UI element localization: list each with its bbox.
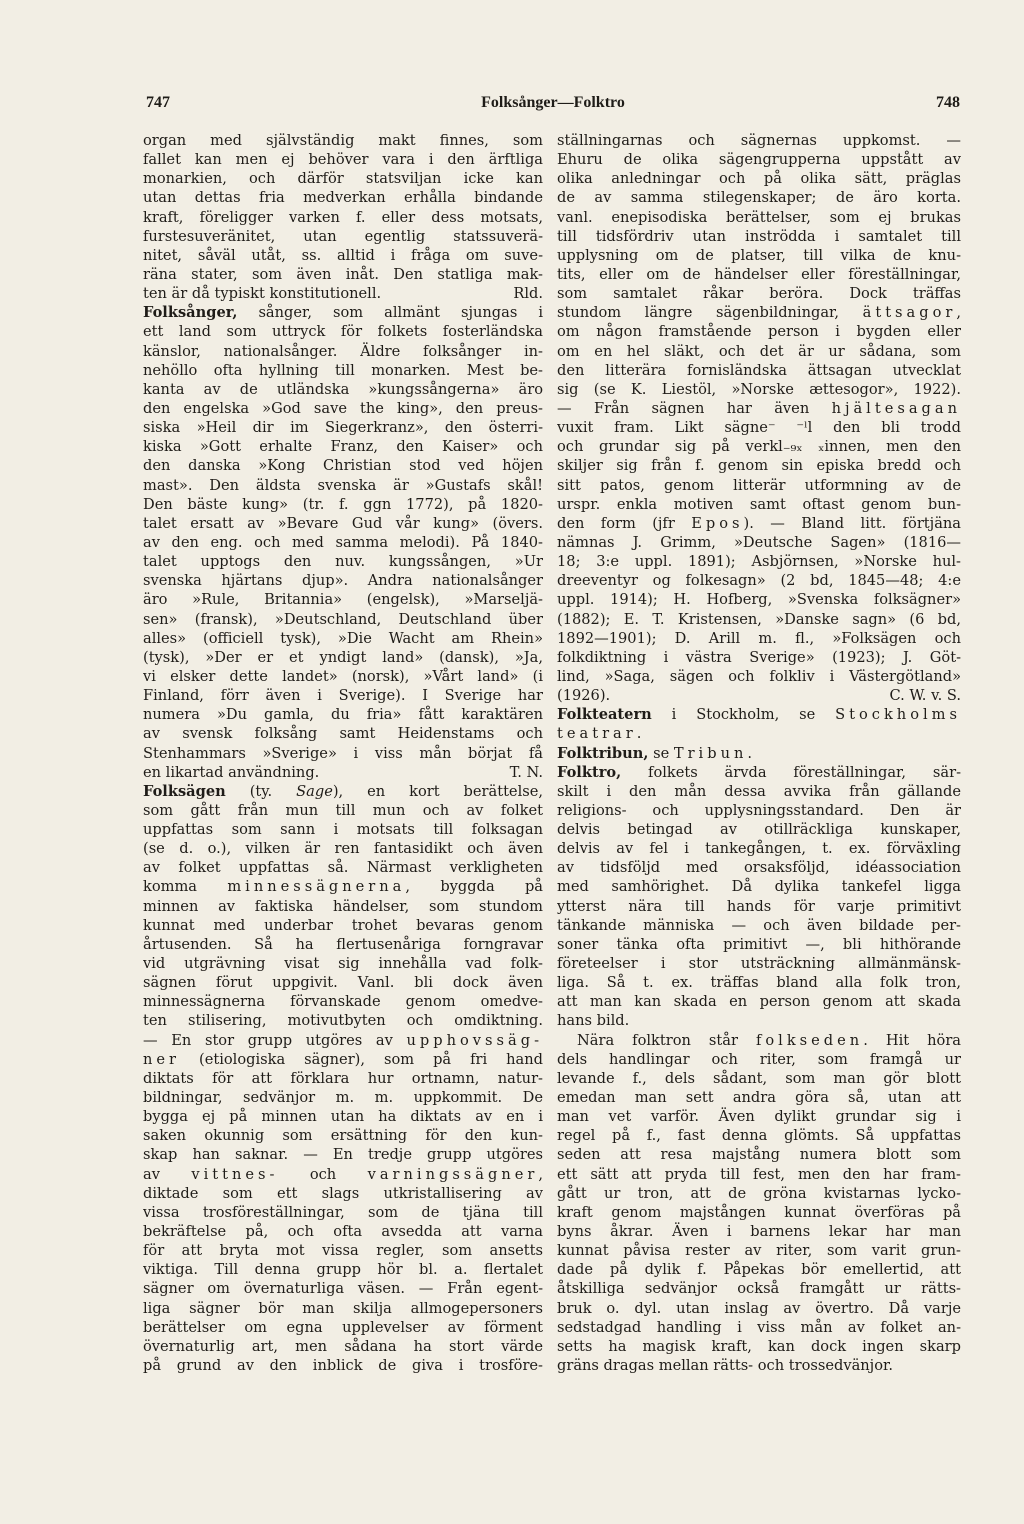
text-line (557, 705, 961, 724)
text-line (143, 744, 543, 763)
line-text: uppfattas som sann i motsats till folksagan (143, 821, 543, 839)
text-line (557, 208, 961, 227)
text-line (557, 284, 961, 303)
entry-headword: Folktro, (557, 763, 622, 781)
line-text: och grundar sig på verkl₋₉ₓ ₓinnen, men den (557, 438, 961, 456)
line-text: Stenhammars »Sverige» i viss mån börjat få (143, 744, 543, 762)
spaced-term: hjältesagan (831, 399, 961, 417)
text-line (143, 495, 543, 514)
line-text: monarkien, och därför statsviljan icke kan (143, 170, 543, 188)
line-text: dels handlingar och riter, som framgå ur (557, 1050, 961, 1068)
line-text: kiska »Gott erhalte Franz, den Kaiser» och (143, 438, 543, 456)
text-line (557, 1107, 961, 1126)
line-text: — En stor grupp utgöres av (143, 1031, 407, 1049)
line-text: olika anledningar och på olika sätt, präglas (557, 170, 961, 188)
text-line (557, 744, 961, 763)
text-line (557, 1260, 961, 1279)
line-text: den litterära fornisländska ättsagan utvecklat (557, 361, 961, 379)
line-text: dade på dylik f. Påpekas bör emellertid, att (557, 1261, 961, 1279)
line-text: Nära folktron står (577, 1031, 756, 1049)
line-text: i Stockholm, se (651, 706, 836, 724)
text-line (557, 1088, 961, 1107)
text-line (143, 686, 543, 705)
text-line (557, 877, 961, 896)
line-text: (1926). (557, 687, 611, 705)
spaced-term: Tribun (673, 744, 748, 762)
line-text: mast». Den äldsta svenska är »Gustafs skål! (143, 476, 543, 494)
line-text: komma (143, 878, 228, 896)
line-text: seden att resa majstång numera blott som (557, 1146, 961, 1164)
text-line (143, 1165, 543, 1184)
line-text: vanl. enepisodiska berättelser, som ej brukas (557, 208, 961, 226)
text-line (557, 992, 961, 1011)
text-line (557, 552, 961, 571)
text-line (557, 916, 961, 935)
line-text: kanta av de utländska »kungssångerna» äro (143, 380, 543, 398)
line-text: kraft genom majstången kunnat överföras på (557, 1203, 961, 1221)
line-text: åtskilliga sedvänjor också framgått ur rätts- (557, 1280, 961, 1298)
text-line (143, 763, 543, 782)
line-text: folkdiktning i västra Sverige» (1923); J. Göt- (557, 648, 961, 666)
line-text: stundom längre sägenbildningar, (557, 304, 863, 322)
text-line (557, 571, 961, 590)
line-text: siska »Heil dir im Siegerkranz», den österri- (143, 419, 543, 437)
line-text: Ehuru de olika sägengrupperna uppstått av (557, 151, 961, 169)
text-line (143, 1203, 543, 1222)
line-text: nitet, såväl utåt, ss. alltid i fråga om suve- (143, 246, 543, 264)
line-text: ett land som uttryck för folkets fosterländska (143, 323, 543, 341)
author-signature: T. N. (509, 763, 543, 781)
line-text-rest: . (747, 744, 753, 762)
line-text: om någon framstående person i bygden eller (557, 323, 961, 341)
line-text: gått ur tron, att de gröna kvistarnas lycko- (557, 1184, 961, 1202)
spaced-term: teatrar (557, 725, 637, 743)
line-text: vid utgrävning visat sig innehålla vad folk- (143, 955, 543, 973)
author-signature: Rld. (513, 285, 543, 303)
line-text: av folket uppfattas så. Närmast verkligheten (143, 859, 543, 877)
line-text: av (143, 1165, 192, 1183)
text-line (143, 284, 543, 303)
line-text: av tidsföljd med orsaksföljd, idéassociation (557, 859, 961, 877)
text-line (143, 571, 543, 590)
line-text: på grund av den inblick de giva i trosföre- (143, 1357, 543, 1374)
text-line (557, 1050, 961, 1069)
text-line (143, 916, 543, 935)
line-text: 18; 3:e uppl. 1891); Asbjörnsen, »Norske hul- (557, 553, 961, 571)
line-text: regel på f., fast denna glömts. Så uppfattas (557, 1127, 961, 1145)
text-line (143, 361, 543, 380)
text-line (557, 648, 961, 667)
text-line (557, 322, 961, 341)
line-text: diktade som ett slags utkristallisering av (143, 1184, 543, 1202)
line-text: liga. Så t. ex. träffas bland alla folk tron, (557, 974, 961, 992)
line-text-rest: , byggda på (405, 878, 543, 896)
line-text: som gått från mun till mun och av folket (143, 801, 543, 819)
line-text: 1892—1901); D. Arill m. fl., »Folksägen och (557, 629, 961, 647)
text-line (557, 342, 961, 361)
italic-term: Sage (296, 782, 333, 800)
spaced-term: ättsagor (862, 304, 957, 322)
line-text: de av samma stilegenskaper; de äro korta. (557, 189, 961, 207)
spaced-term: ner (143, 1050, 181, 1068)
line-text: ten är då typiskt konstitutionell. (143, 285, 382, 303)
text-line (557, 724, 961, 743)
text-line (143, 514, 543, 533)
line-text: kraft, föreligger varken f. eller dess motsats, (143, 208, 543, 226)
line-text: emedan man sett andra göra så, utan att (557, 1089, 961, 1107)
text-line (557, 801, 961, 820)
line-text: för att bryta mot vissa regler, som ansetts (143, 1242, 543, 1260)
text-line (557, 820, 961, 839)
line-text-rest: . Hit höra (863, 1031, 961, 1049)
text-line (557, 131, 961, 150)
text-line (557, 610, 961, 629)
text-line (143, 188, 543, 207)
line-text: saken okunnig som ersättning för den kun- (143, 1127, 543, 1145)
line-text: övernaturlig art, men sådana ha stort värde (143, 1337, 543, 1355)
text-line (557, 763, 961, 782)
text-line (557, 246, 961, 265)
text-line (143, 303, 543, 322)
text-line (143, 208, 543, 227)
line-text: som samtalet råkar beröra. Dock träffas (557, 285, 961, 303)
line-text: ställningarnas och sägnernas uppkomst. — (557, 132, 961, 149)
right-column (557, 131, 961, 1375)
line-text: om en hel släkt, och det är ur sådana, som (557, 342, 961, 360)
text-line (143, 1145, 543, 1164)
text-line (143, 1184, 543, 1203)
text-line (557, 1241, 961, 1260)
text-line (143, 801, 543, 820)
line-text: (se d. o.), vilken är ren fantasidikt och även (143, 840, 543, 858)
text-line (557, 954, 961, 973)
line-text: företeelser i stor utsträckning allmänmänsk- (557, 955, 961, 973)
entry-headword: Folkteatern (557, 706, 652, 724)
line-text: nämnas J. Grimm, »Deutsche Sagen» (1816— (557, 533, 961, 551)
line-text: nehöllo ofta hyllning till monarken. Mest be- (143, 361, 543, 379)
text-line (143, 1088, 543, 1107)
text-line (143, 476, 543, 495)
text-line (557, 1203, 961, 1222)
text-line (143, 418, 543, 437)
page-number-left: 747 (146, 94, 170, 111)
text-line (143, 1356, 543, 1375)
left-column (143, 131, 543, 1375)
line-text: skiljer sig från f. genom sin episka bredd och (557, 457, 961, 475)
text-line (143, 380, 543, 399)
text-line (143, 1107, 543, 1126)
text-line (143, 533, 543, 552)
spaced-term: varningssägner (367, 1165, 539, 1183)
line-text: delvis av fel i tankegången, t. ex. förväxling (557, 840, 961, 858)
page-header (146, 94, 960, 118)
text-line (557, 1126, 961, 1145)
line-text: kunnat med underbar trohet bevaras genom (143, 916, 543, 934)
line-text: skilt i den mån dessa avvika från gällande (557, 782, 961, 800)
line-text: utan dettas fria medverkan erhålla bindande (143, 189, 543, 207)
line-text-rest: , (956, 304, 961, 322)
text-line (557, 514, 961, 533)
text-line (557, 456, 961, 475)
text-line (143, 1222, 543, 1241)
text-line (557, 973, 961, 992)
text-line (557, 629, 961, 648)
text-line (557, 1011, 961, 1030)
line-text: känslor, nationalsånger. Äldre folksånger in- (143, 342, 543, 360)
text-line (143, 705, 543, 724)
line-text: soner tänka ofta primitivt —, bli hithörande (557, 935, 961, 953)
line-text: sägnen förut uppgivit. Vanl. bli dock även (143, 974, 543, 992)
line-text: med samhörighet. Då dylika tankefel ligga (557, 878, 961, 896)
text-line (557, 150, 961, 169)
line-text: svenska hjärtans djup». Andra nationalsånger (143, 572, 543, 590)
text-line (557, 1356, 961, 1375)
spaced-term: Epos (691, 514, 744, 532)
text-line (143, 1126, 543, 1145)
line-text: delvis betingad av otillräckliga kunskaper, (557, 821, 961, 839)
entry-headword: Folksägen (143, 782, 226, 800)
text-line (557, 590, 961, 609)
line-text: furstesuveränitet, utan egentlig statssuverä- (143, 227, 543, 245)
line-text: hans bild. (557, 1012, 630, 1030)
line-text: (1882); E. T. Kristensen, »Danske sagn» (6 bd, (557, 610, 961, 628)
text-line (143, 437, 543, 456)
entry-headword: Folksånger, (143, 304, 238, 322)
line-text: lind, »Saga, sägen och folkliv i Västergötland» (557, 667, 961, 685)
line-text: vi elsker dette landet» (norsk), »Vårt land» (i (143, 667, 543, 685)
line-text: dreeventyr og folkesagn» (2 bd, 1845—48; 4:e (557, 572, 961, 590)
line-text: ett sätt att pryda till fest, men den har fram- (557, 1165, 961, 1183)
text-line (557, 1222, 961, 1241)
line-text: kunnat påvisa rester av riter, som varit grun- (557, 1242, 961, 1260)
text-line (143, 1031, 543, 1050)
text-line (143, 897, 543, 916)
text-line (143, 1241, 543, 1260)
running-title: Folksånger—Folktro (481, 94, 625, 111)
line-text: bekräftelse på, och ofta avsedda att varna (143, 1223, 543, 1241)
text-line (143, 1337, 543, 1356)
text-line (557, 1337, 961, 1356)
line-text: se (648, 744, 674, 762)
text-line (143, 342, 543, 361)
line-text: årtusenden. Så ha flertusenåriga forngravar (143, 935, 543, 953)
line-text: till tidsfördriv utan inströdda i samtalet till (557, 227, 961, 245)
line-text: sägner om övernaturliga väsen. — Från egent- (143, 1280, 543, 1298)
text-line (557, 227, 961, 246)
text-line (143, 1279, 543, 1298)
text-line (557, 1184, 961, 1203)
line-text: byns åkrar. Även i barnens lekar har man (557, 1223, 961, 1241)
text-line (143, 782, 543, 801)
text-line (143, 648, 543, 667)
text-line (143, 973, 543, 992)
line-text: uppl. 1914); H. Hofberg, »Svenska folksägner» (557, 591, 961, 609)
text-line (143, 839, 543, 858)
text-line (557, 303, 961, 322)
line-text: en likartad användning. (143, 763, 320, 781)
line-text: tänkande människa — och även bildade per- (557, 916, 961, 934)
text-line (143, 1069, 543, 1088)
line-text-rest: ). — Bland litt. förtjäna (743, 514, 961, 532)
line-text: bildningar, sedvänjor m. m. uppkommit. De (143, 1089, 543, 1107)
text-line (557, 380, 961, 399)
line-text: upplysning om de platser, till vilka de knu- (557, 246, 961, 264)
line-text: minnen av faktiska händelser, som stundom (143, 897, 543, 915)
text-line (557, 1031, 961, 1050)
line-text: urspr. enkla motiven samt oftast genom bun- (557, 495, 961, 513)
line-text: bruk o. dyl. utan inslag av övertro. Då varje (557, 1299, 961, 1317)
line-text: talet ersatt av »Bevare Gud vår kung» (övers. (143, 514, 543, 532)
page-number-right: 748 (936, 94, 960, 111)
line-text: religions- och upplysningsstandard. Den är (557, 801, 961, 819)
line-text: diktats för att förklara hur ortnamn, natur- (143, 1069, 543, 1087)
text-line (557, 1145, 961, 1164)
line-text-rest: och (278, 1165, 368, 1183)
text-line (143, 150, 543, 169)
text-line (557, 169, 961, 188)
line-text: Finland, förr även i Sverige). I Sverige har (143, 687, 543, 705)
text-line (557, 418, 961, 437)
text-line (557, 1299, 961, 1318)
text-line (143, 456, 543, 475)
text-line (557, 265, 961, 284)
line-text: — Från sägnen har även (557, 399, 832, 417)
text-line (557, 361, 961, 380)
text-line (557, 1165, 961, 1184)
text-line (557, 1279, 961, 1298)
text-line (143, 169, 543, 188)
text-line (143, 131, 543, 150)
text-line (557, 399, 961, 418)
line-text: Den bäste kung» (tr. f. ggn 1772), på 1820- (143, 495, 543, 513)
text-line (557, 533, 961, 552)
line-text: sen» (fransk), »Deutschland, Deutschland über (143, 610, 543, 628)
line-text: numera »Du gamla, du fria» fått karaktären (143, 706, 543, 724)
line-text: bygga ej på minnen utan ha diktats av en i (143, 1108, 543, 1126)
text-line (557, 1069, 961, 1088)
line-text: setts ha magisk kraft, kan dock ingen skarp (557, 1337, 961, 1355)
line-text: man vet varför. Även dylikt grundar sig i (557, 1108, 961, 1126)
spaced-term: folkseden (755, 1031, 864, 1049)
text-line (557, 495, 961, 514)
line-text: tits, eller om de händelser eller föreställningar, (557, 265, 961, 283)
text-line (557, 858, 961, 877)
text-line (557, 839, 961, 858)
line-text: ten stilisering, motivutbyten och omdiktning. (143, 1012, 543, 1030)
line-text: av svensk folksång samt Heidenstams och (143, 725, 543, 743)
line-text: den engelska »God save the king», den preus- (143, 399, 543, 417)
text-line (143, 265, 543, 284)
line-text: den form (jfr (557, 514, 692, 532)
line-text: sitt patos, genom litterär utformning av de (557, 476, 961, 494)
text-line (557, 1318, 961, 1337)
text-line (143, 399, 543, 418)
entry-headword: Folktribun, (557, 744, 649, 762)
line-text: vissa trosföreställningar, som de tjäna till (143, 1203, 543, 1221)
line-text: talet upptogs den nuv. kungssången, »Ur (143, 553, 543, 571)
line-text-rest: . (636, 725, 642, 743)
line-text: att man kan skada en person genom att skada (557, 993, 961, 1011)
text-line (143, 724, 543, 743)
text-line (557, 935, 961, 954)
text-line (143, 820, 543, 839)
line-text: vuxit fram. Likt sägne⁻ ⁻ˡl den bli trodd (557, 419, 961, 437)
text-line (143, 227, 543, 246)
line-text: den danska »Kong Christian stod ved höjen (143, 457, 543, 475)
text-line (557, 782, 961, 801)
text-line (143, 877, 543, 896)
author-signature: C. W. v. S. (889, 687, 961, 705)
text-line (143, 1318, 543, 1337)
spaced-term: Stockholms (835, 706, 961, 724)
line-text: levande f., dels sådant, som man gör blott (557, 1069, 961, 1087)
text-line (143, 858, 543, 877)
line-text: sig (se K. Liestöl, »Norske ættesogor», 1922). (557, 380, 961, 398)
line-text: liga sägner bör man skilja allmogepersoners (143, 1299, 543, 1317)
line-text: skap han saknar. — En tredje grupp utgöres (143, 1146, 543, 1164)
text-line (143, 1260, 543, 1279)
line-text: sånger, som allmänt sjungas i (237, 304, 543, 322)
line-text: fallet kan men ej behöver vara i den ärftliga (143, 151, 543, 169)
line-text-rest: ), en kort berättelse, (332, 782, 543, 800)
text-line (557, 188, 961, 207)
line-text: av den eng. och med samma melodi). På 1840- (143, 533, 543, 551)
line-text: organ med självständig makt finnes, som (143, 132, 543, 149)
line-text: äro »Rule, Britannia» (engelsk), »Marseljä- (143, 591, 543, 609)
text-line (143, 552, 543, 571)
line-text: ytterst nära till hands för varje primitivt (557, 897, 961, 915)
spaced-term: minnessägnerna (227, 878, 406, 896)
line-text: gräns dragas mellan rätts- och trossedvänjor. (557, 1357, 893, 1374)
line-text: viktiga. Till denna grupp hör bl. a. flertalet (143, 1261, 543, 1279)
text-line (143, 1011, 543, 1030)
line-text: sedstadgad handling i viss mån av folket an- (557, 1318, 961, 1336)
line-text-rest: , (538, 1165, 543, 1183)
text-line (557, 437, 961, 456)
text-line (143, 322, 543, 341)
text-line (557, 667, 961, 686)
line-text: folkets ärvda föreställningar, sär- (621, 763, 961, 781)
text-line (143, 629, 543, 648)
line-text-rest: (etiologiska sägner), som på fri hand (180, 1050, 543, 1068)
text-line (557, 897, 961, 916)
text-line (143, 590, 543, 609)
line-text: (ty. (225, 782, 297, 800)
line-text: minnessägnerna förvanskade genom omedve- (143, 993, 543, 1011)
line-text: räna stater, som även inåt. Den statliga mak- (143, 265, 543, 283)
text-line (143, 992, 543, 1011)
spaced-term: upphovssäg- (406, 1031, 543, 1049)
text-line (143, 954, 543, 973)
text-line (143, 1050, 543, 1069)
line-text: alles» (officiell tysk), »Die Wacht am Rhein» (143, 629, 543, 647)
text-line (143, 610, 543, 629)
text-line (143, 246, 543, 265)
text-line (143, 667, 543, 686)
text-line (143, 1299, 543, 1318)
text-line (557, 476, 961, 495)
spaced-term: vittnes- (191, 1165, 279, 1183)
text-line (557, 686, 961, 705)
line-text: berättelser om egna upplevelser av förment (143, 1318, 543, 1336)
text-line (143, 935, 543, 954)
line-text: (tysk), »Der er et yndigt land» (dansk), »Ja, (143, 648, 543, 666)
